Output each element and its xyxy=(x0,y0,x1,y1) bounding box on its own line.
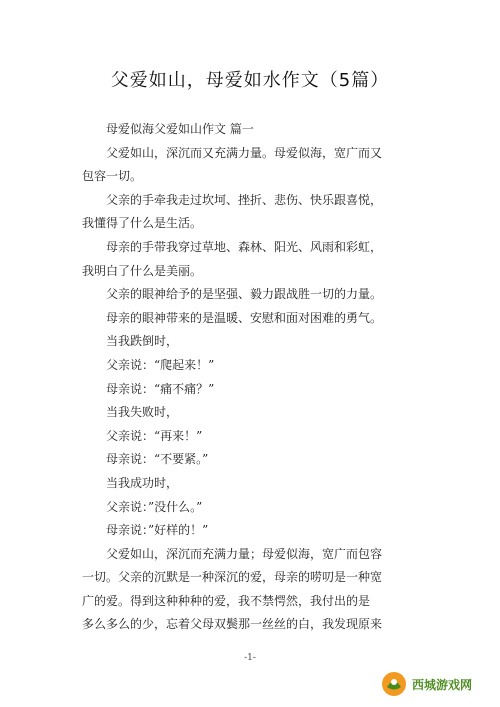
text-line: 父亲的手牵我走过坎坷、挫折、悲伤、快乐跟喜悦， xyxy=(82,192,383,207)
page-number: -1- xyxy=(244,653,256,663)
text-line: 当我失败时， xyxy=(82,405,179,420)
text-line: 广的爱。得到这种种种的爱，我不禁愕然，我付出的是 xyxy=(82,593,371,608)
watermark-text: 西城游戏网 xyxy=(412,677,473,692)
body-text xyxy=(82,118,428,637)
text-line: 父亲说：“爬起来！” xyxy=(82,357,215,372)
text-line: 父爱如山，深沉而又充满力量。母爱似海，宽广而又 xyxy=(82,145,383,160)
text-line: 母亲说：“痛不痛？” xyxy=(82,381,215,396)
text-line: 我明白了什么是美丽。 xyxy=(82,263,203,278)
text-line: 包容一切。 xyxy=(82,169,143,184)
text-line: 母亲说：“不要紧。” xyxy=(82,452,209,467)
text-line: 我懂得了什么是生活。 xyxy=(82,216,203,231)
text-line: 母亲的眼神带来的是温暖、安慰和面对困难的勇气。 xyxy=(82,310,383,325)
text-line: 多么多么的少，忘着父母双鬓那一丝丝的白，我发现原来 xyxy=(82,617,383,632)
text-line: 母亲的手带我穿过草地、森林、阳光、风雨和彩虹， xyxy=(82,239,383,254)
text-line: 当我跌倒时， xyxy=(82,334,179,349)
site-watermark xyxy=(380,669,488,699)
text-line: 父亲的眼神给予的是坚强、毅力跟战胜一切的力量。 xyxy=(82,287,383,302)
site-logo-icon xyxy=(380,670,408,698)
text-line: 父爱如山，深沉而充满力量；母爱似海，宽广而包容 xyxy=(82,546,383,561)
text-line: 当我成功时， xyxy=(82,475,179,490)
text-line: 父亲说：“再来！” xyxy=(82,428,203,443)
text-line: 母亲说：”好样的！” xyxy=(82,523,209,538)
text-line: 父亲说：”没什么。” xyxy=(82,499,203,514)
text-line: 母爱似海父爱如山作文 篇一 xyxy=(82,122,254,136)
page-title: 父爱如山，母爱如水作文（5篇） xyxy=(110,70,390,91)
text-line: 一切。父亲的沉默是一种深沉的爱，母亲的唠叨是一种宽 xyxy=(82,570,383,585)
